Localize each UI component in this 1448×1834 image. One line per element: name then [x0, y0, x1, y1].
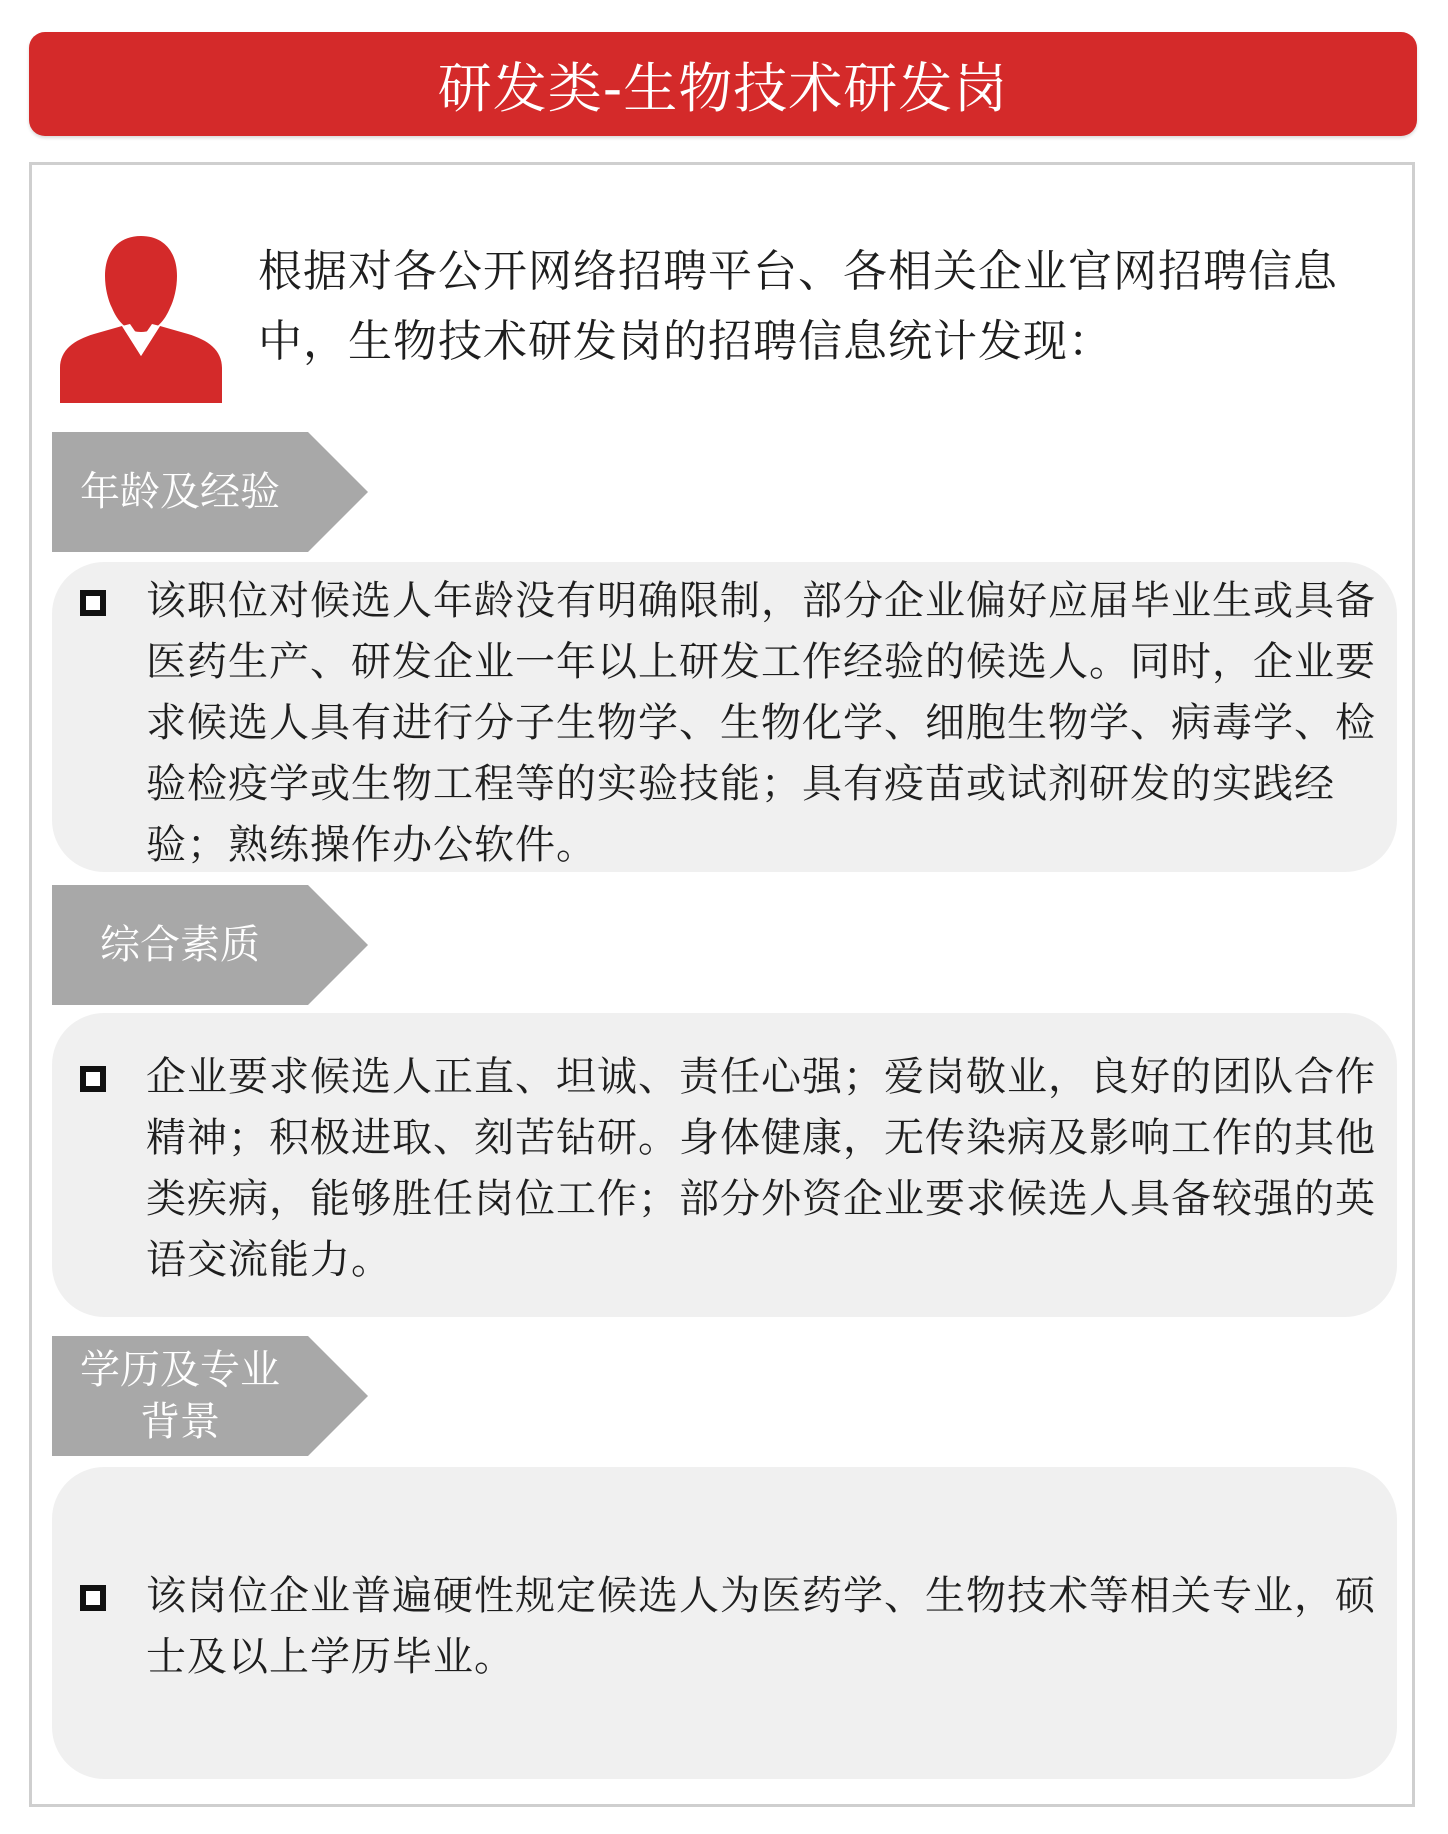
section-tag-label: 学历及专业背景 [80, 1347, 280, 1445]
checkbox-bullet-icon [80, 590, 106, 616]
section-tag-overall-quality [52, 885, 368, 1005]
section-text: 企业要求候选人正直、坦诚、责任心强；爱岗敬业，良好的团队合作精神；积极进取、刻苦钻研。身体健康，无传染病及影响工作的其他类疾病，能够胜任岗位工作；部分外资企业要求候选人具备较强的英语交流能力。 [146, 1054, 1376, 1283]
section-tag-education-major [52, 1336, 368, 1456]
person-icon [60, 228, 222, 403]
section-panel-overall-quality [52, 1013, 1397, 1317]
section-panel-age-experience [52, 562, 1397, 872]
section-tag-label: 年龄及经验 [80, 469, 280, 515]
checkbox-bullet-icon [80, 1066, 106, 1092]
section-text: 该职位对候选人年龄没有明确限制，部分企业偏好应届毕业生或具备医药生产、研发企业一年以上研发工作经验的候选人。同时，企业要求候选人具有进行分子生物学、生物化学、细胞生物学、病毒学、检验检疫学或生物工程等的实验技能；具有疫苗或试剂研发的实践经验；熟练操作办公软件。 [146, 578, 1376, 868]
section-tag-label: 综合素质 [100, 922, 260, 968]
intro-text: 根据对各公开网络招聘平台、各相关企业官网招聘信息中，生物技术研发岗的招聘信息统计发现： [258, 246, 1338, 367]
section-panel-education-major [52, 1467, 1397, 1779]
checkbox-bullet-icon [80, 1585, 106, 1611]
section-tag-age-experience [52, 432, 368, 552]
page-title: 研发类-生物技术研发岗 [437, 56, 1009, 120]
section-text: 该岗位企业普遍硬性规定候选人为医药学、生物技术等相关专业，硕士及以上学历毕业。 [146, 1573, 1376, 1680]
header-bar [29, 32, 1417, 136]
